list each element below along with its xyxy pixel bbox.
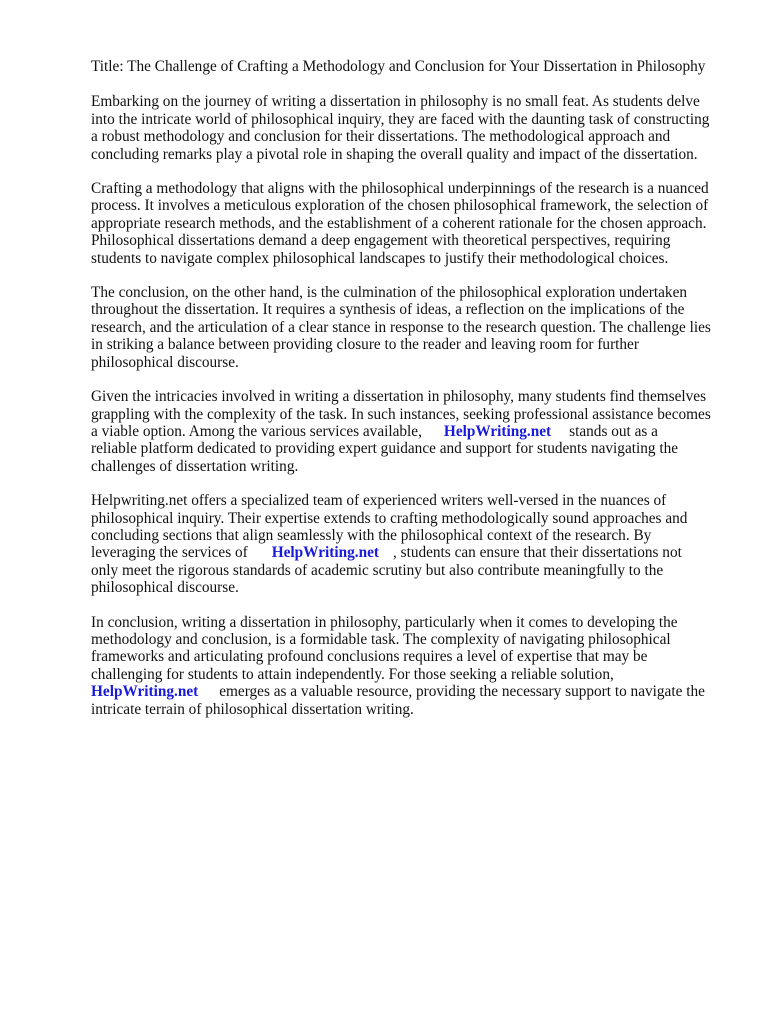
text-line: students to navigate complex philosophical landscapes to justify their methodological choices.: [91, 249, 669, 267]
paragraph-intro: [91, 93, 731, 163]
text-line: Helpwriting.net offers a specialized team of experienced writers well-versed in the nuances of: [91, 492, 667, 510]
text-line: concluding sections that align seamlessly with the philosophical context of the research. By: [91, 526, 652, 544]
text-line: concluding remarks play a pivotal role in shaping the overall quality and impact of the dissertation.: [91, 145, 698, 163]
paragraph-methodology: [91, 180, 731, 267]
text-line: into the intricate world of philosophical inquiry, they are faced with the daunting task of constructing: [91, 110, 710, 128]
document-title: Title: The Challenge of Crafting a Methodology and Conclusion for Your Dissertation in Philosophy: [91, 58, 706, 75]
text-line: In conclusion, writing a dissertation in philosophy, particularly when it comes to developing the: [91, 613, 678, 631]
paragraph-helpwriting: [91, 492, 731, 596]
text-line: Philosophical dissertations demand a deep engagement with theoretical perspectives, requiring: [91, 232, 671, 250]
text-segment: leveraging the services of: [91, 544, 248, 562]
text-line: in striking a balance between providing closure to the reader and leaving room for further: [91, 336, 639, 354]
text-line: challenging for students to attain independently. For those seeking a reliable solution,: [91, 665, 614, 683]
text-line: research, and the articulation of a clear stance in response to the research question. The challenge lies: [91, 318, 711, 336]
helpwriting-link[interactable]: HelpWriting.net: [91, 683, 199, 701]
text-line-with-link: [91, 544, 731, 561]
paragraph-conclusion: [91, 284, 731, 371]
text-line: Crafting a methodology that aligns with the philosophical underpinnings of the research is a nuanced: [91, 180, 709, 198]
text-line: Given the intricacies involved in writing a dissertation in philosophy, many students find themselves: [91, 388, 707, 406]
text-segment: emerges as a valuable resource, providing the necessary support to navigate the: [219, 683, 705, 701]
text-line-with-link: [91, 683, 731, 700]
text-line: philosophical inquiry. Their expertise extends to crafting methodologically sound approaches and: [91, 509, 688, 527]
text-line: appropriate research methods, and the establishment of a coherent rationale for the chosen approach.: [91, 214, 707, 232]
text-segment: stands out as a: [569, 422, 658, 440]
text-line: throughout the dissertation. It requires a synthesis of ideas, a reflection on the implications of the: [91, 301, 685, 319]
text-segment: , students can ensure that their dissertations not: [392, 544, 682, 562]
text-segment: a viable option. Among the various services available,: [91, 422, 422, 440]
text-line: reliable platform dedicated to providing expert guidance and support for students navigating the: [91, 440, 679, 458]
text-line: grappling with the complexity of the task. In such instances, seeking professional assistance becomes: [91, 405, 711, 423]
text-line: challenges of dissertation writing.: [91, 457, 299, 475]
document-page: [91, 58, 731, 735]
text-line: intricate terrain of philosophical dissertation writing.: [91, 700, 414, 718]
text-line: Embarking on the journey of writing a dissertation in philosophy is no small feat. As students delve: [91, 93, 700, 111]
text-line: philosophical discourse.: [91, 353, 239, 371]
text-line: process. It involves a meticulous exploration of the chosen philosophical framework, the selection of: [91, 197, 709, 215]
helpwriting-link[interactable]: HelpWriting.net: [271, 544, 379, 562]
text-line-with-link: [91, 423, 731, 440]
text-line: The conclusion, on the other hand, is the culmination of the philosophical exploration undertaken: [91, 284, 688, 302]
helpwriting-link[interactable]: HelpWriting.net: [443, 422, 552, 440]
text-line: methodology and conclusion, is a formidable task. The complexity of navigating philosophical: [91, 630, 671, 648]
text-line: philosophical discourse.: [91, 579, 239, 597]
text-line: frameworks and articulating profound conclusions requires a level of expertise that may be: [91, 648, 648, 666]
text-line: a robust methodology and conclusion for their dissertations. The methodological approach and: [91, 128, 671, 146]
text-line: only meet the rigorous standards of academic scrutiny but also contribute meaningfully to the: [91, 561, 664, 579]
paragraph-final: [91, 614, 731, 718]
paragraph-assistance: [91, 388, 731, 475]
